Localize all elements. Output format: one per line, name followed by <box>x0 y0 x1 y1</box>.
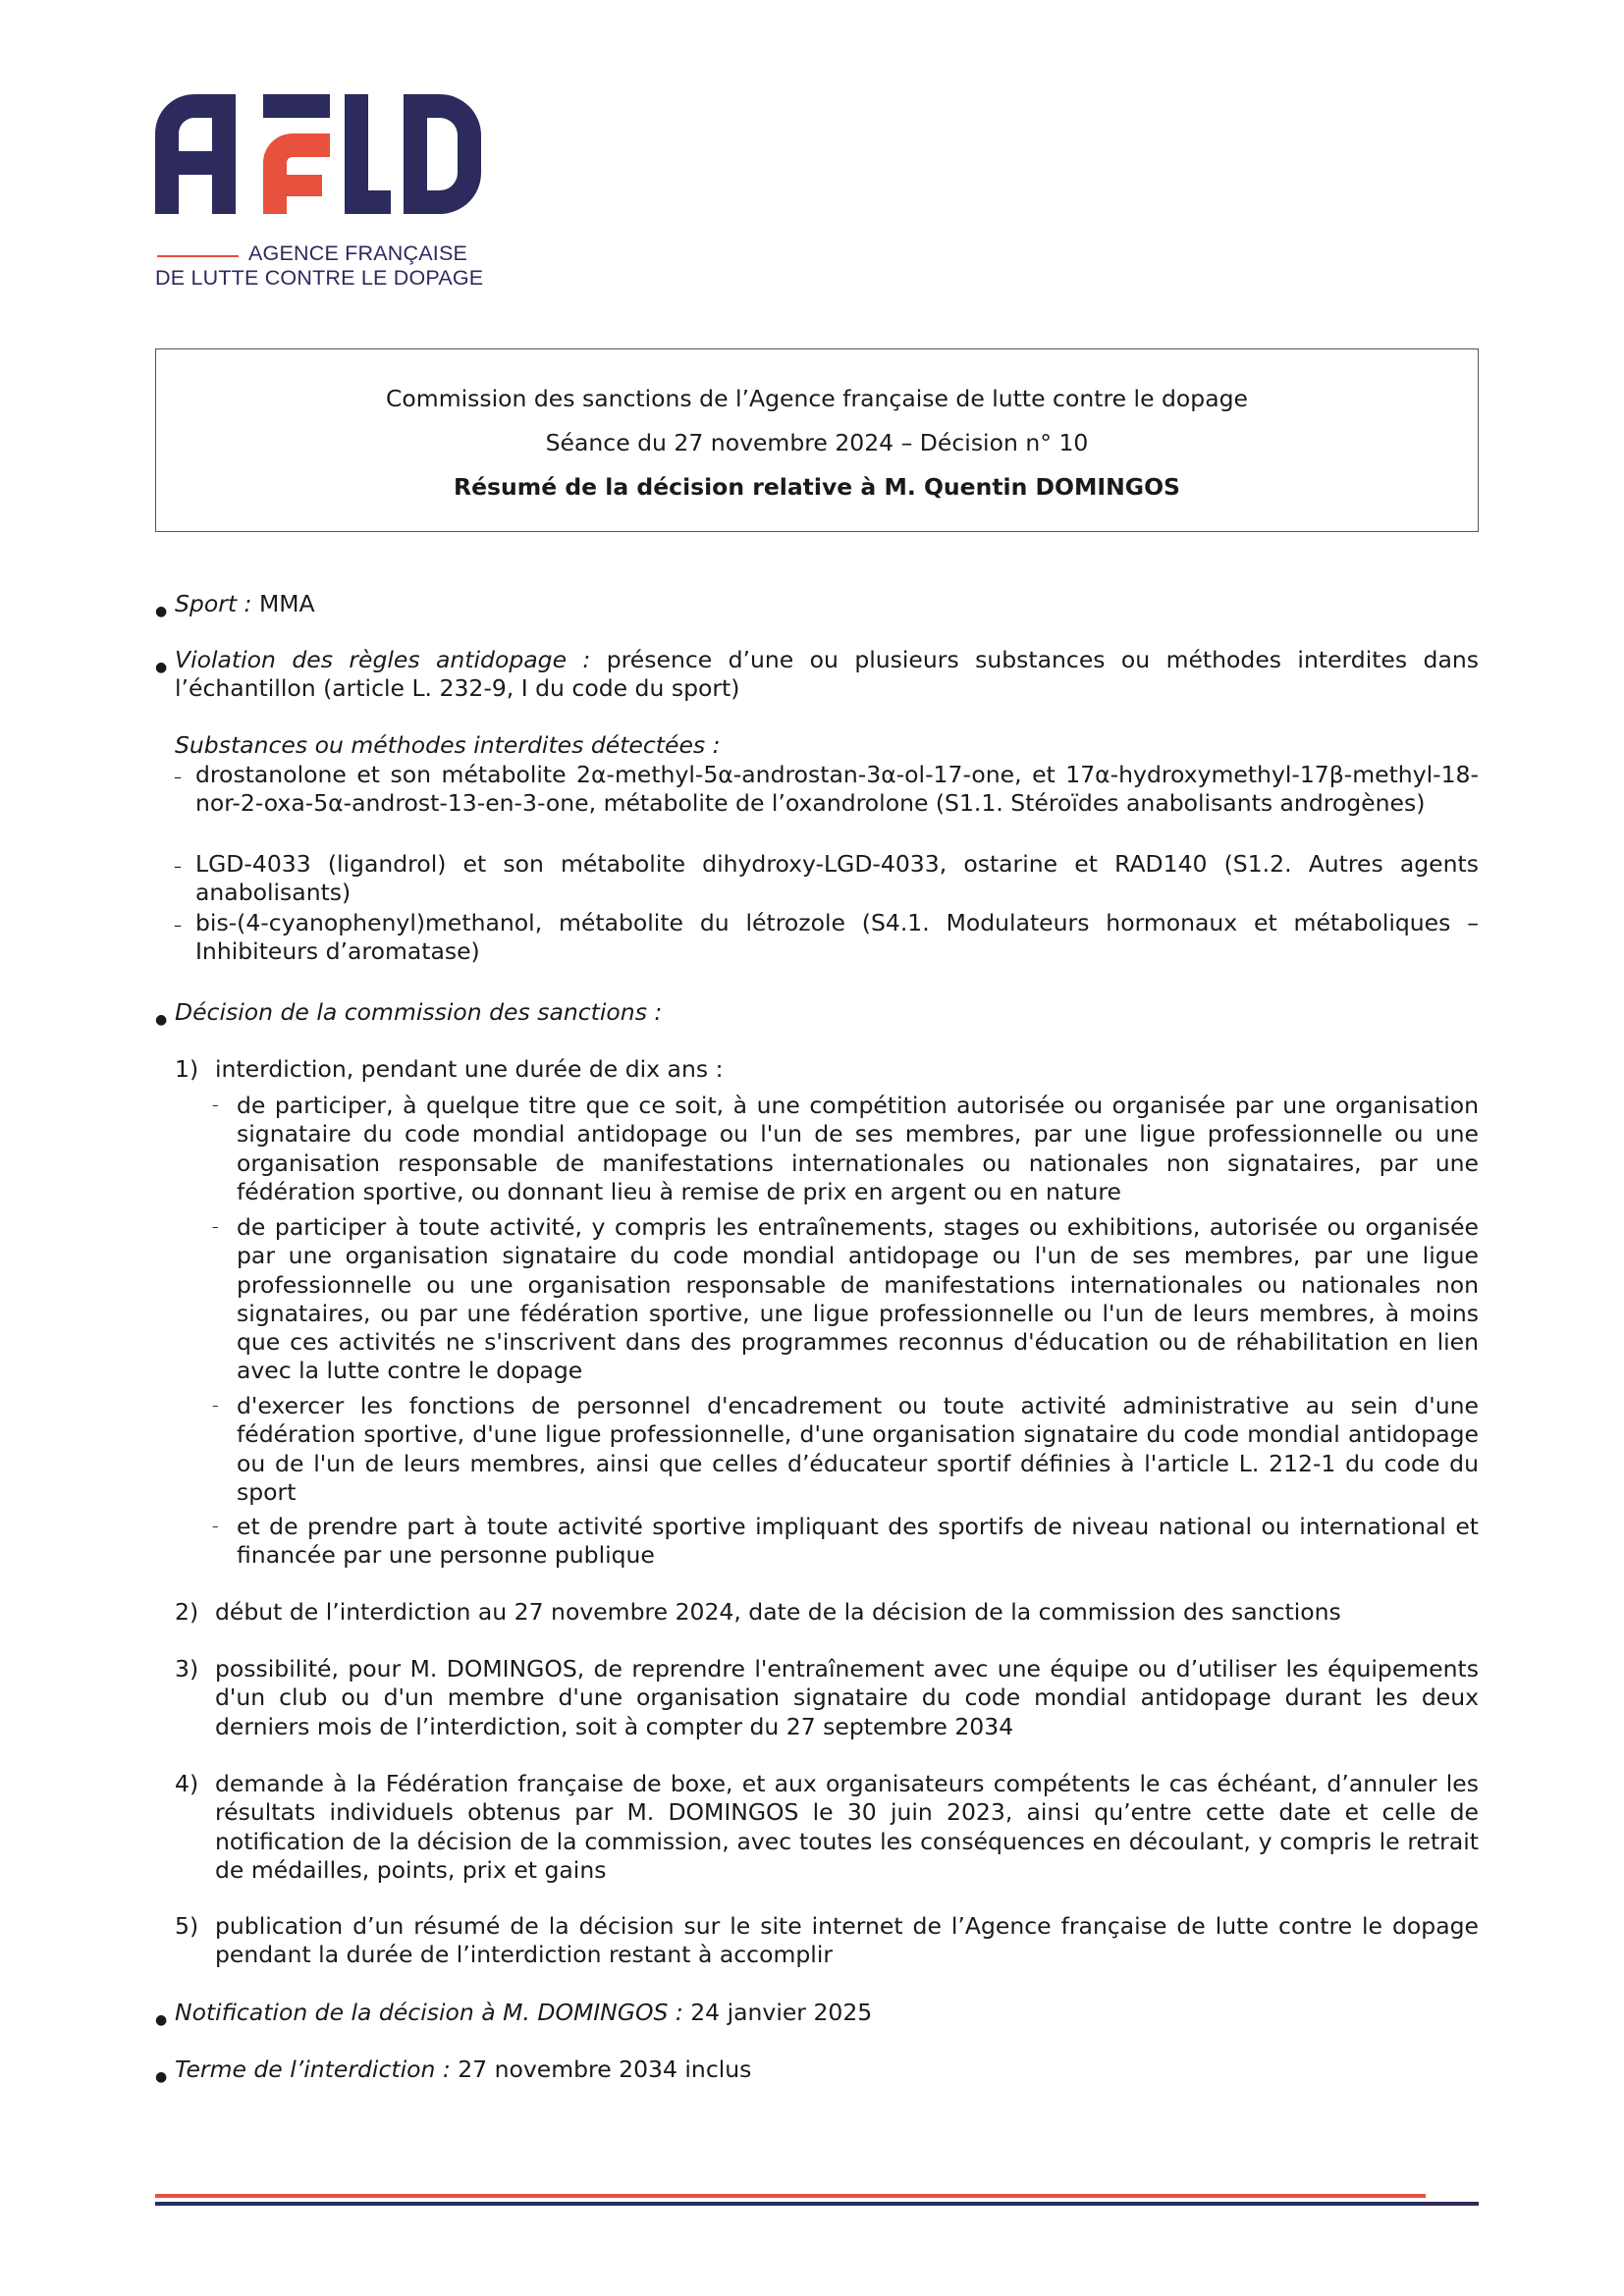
decision-item: interdiction, pendant une durée de dix ans : <box>215 1055 724 1083</box>
decision-subitem: de participer à toute activité, y compris les entraînements, stages ou exhibitions, autorisée ou organisée par une organisation signataire du code mondial antidopage ou l'un de ses membres, par une ligue professionnelle ou une organisation responsable de manifestations internationales ou nationales non signataires, ou par une fédération sportive, une ligue professionnelle ou l'un de leurs membres, à moins que ces activités ne s'inscrivent dans des programmes reconnus d'éducation ou de réhabilitation en lien avec la lutte contre le dopage <box>237 1213 1479 1385</box>
decision-number: 5) <box>175 1912 199 1940</box>
violation-paragraph <box>175 646 1479 704</box>
dash-icon: – <box>174 768 182 786</box>
decision-number: 3) <box>175 1655 199 1682</box>
substance-item: drostanolone et son métabolite 2α-methyl-5α-androstan-3α-ol-17-one, et 17α-hydroxymethyl-17β-methyl-18-nor-2-oxa-5α-androst-13-en-3-one, métabolite de l’oxandrolone (S1.1. Stéroïdes anabolisants androgènes) <box>195 761 1479 818</box>
substances-heading: Substances ou méthodes interdites détectées : <box>175 731 721 759</box>
sport-value: MMA <box>251 590 315 617</box>
footer-rule-red <box>155 2194 1426 2198</box>
terme-label: Terme de l’interdiction : <box>175 2056 451 2083</box>
substance-item: LGD-4033 (ligandrol) et son métabolite dihydroxy-LGD-4033, ostarine et RAD140 (S1.2. Autres agents anabolisants) <box>195 850 1479 907</box>
dash-icon: – <box>212 1098 219 1113</box>
dash-icon: – <box>212 1399 219 1414</box>
dash-icon: – <box>212 1520 219 1534</box>
footer-rule-navy <box>155 2202 1479 2206</box>
bullet-icon: ● <box>155 2012 168 2028</box>
violation-label: Violation des règles antidopage : <box>175 646 591 673</box>
decision-subitem: d'exercer les fonctions de personnel d'encadrement ou toute activité administrative au sein d'une fédération sportive, d'une ligue professionnelle, d'une organisation signataire du code mondial antidopage ou de l'un de leurs membres, ainsi que celles d’éducateur sportif définies à l'article L. 212-1 du code du sport <box>237 1392 1479 1506</box>
substance-item: bis-(4-cyanophenyl)methanol, métabolite du létrozole (S4.1. Modulateurs hormonaux et métaboliques – Inhibiteurs d’aromatase) <box>195 909 1479 966</box>
logo-tagline-line1: AGENCE FRANÇAISE <box>248 241 468 265</box>
sport-label: Sport : <box>175 590 252 617</box>
header-title: Résumé de la décision relative à M. Quentin DOMINGOS <box>454 473 1180 501</box>
document-body <box>155 0 1479 2296</box>
terme-line <box>175 2056 1479 2084</box>
decision-label: Décision de la commission des sanctions : <box>175 998 663 1026</box>
decision-item: demande à la Fédération française de boxe, et aux organisateurs compétents le cas échéant, d’annuler les résultats individuels obtenus par M. DOMINGOS le 30 juin 2023, ainsi qu’entre cette date et celle de notification de la décision de la commission, avec toutes les conséquences en découlant, y compris le retrait de médailles, points, prix et gains <box>215 1770 1479 1884</box>
decision-number: 2) <box>175 1598 199 1626</box>
bullet-icon: ● <box>155 2069 168 2085</box>
bullet-icon: ● <box>155 604 168 619</box>
dash-icon: – <box>212 1220 219 1235</box>
decision-item: début de l’interdiction au 27 novembre 2024, date de la décision de la commission des sanctions <box>215 1598 1341 1626</box>
bullet-icon: ● <box>155 1012 168 1028</box>
decision-subitem: de participer, à quelque titre que ce soit, à une compétition autorisée ou organisée par une organisation signataire du code mondial antidopage ou l'un de ses membres, par une ligue professionnelle ou une organisation responsable de manifestations internationales ou nationales non signataires, par une fédération sportive, ou donnant lieu à remise de prix en argent ou en nature <box>237 1092 1479 1205</box>
header-seance: Séance du 27 novembre 2024 – Décision n° 10 <box>545 429 1089 456</box>
bullet-icon: ● <box>155 660 168 675</box>
decision-number: 4) <box>175 1770 199 1797</box>
logo-tagline-line2: DE LUTTE CONTRE LE DOPAGE <box>155 266 484 290</box>
dash-icon: – <box>174 857 182 876</box>
notification-line <box>175 1999 1479 2027</box>
decision-item: possibilité, pour M. DOMINGOS, de reprendre l'entraînement avec une équipe ou d’utiliser les équipements d'un club ou d'un membre d'une organisation signataire du code mondial antidopage durant les deux derniers mois de l’interdiction, soit à compter du 27 septembre 2034 <box>215 1655 1479 1740</box>
notification-label: Notification de la décision à M. DOMINGOS : <box>175 1999 683 2026</box>
decision-number: 1) <box>175 1055 199 1083</box>
header-commission: Commission des sanctions de l’Agence française de lutte contre le dopage <box>386 385 1248 412</box>
violation-value: présence d’une ou plusieurs substances ou méthodes interdites dans l’échantillon (article L. 232-9, I du code du sport) <box>175 646 1479 703</box>
dash-icon: – <box>174 916 182 934</box>
notification-value: 24 janvier 2025 <box>682 1999 873 2026</box>
decision-subitem: et de prendre part à toute activité sportive impliquant des sportifs de niveau national ou international et financée par une personne publique <box>237 1513 1479 1570</box>
decision-item: publication d’un résumé de la décision sur le site internet de l’Agence française de lutte contre le dopage pendant la durée de l’interdiction restant à accomplir <box>215 1912 1479 1969</box>
terme-value: 27 novembre 2034 inclus <box>450 2056 752 2083</box>
sport-line <box>175 590 1479 618</box>
